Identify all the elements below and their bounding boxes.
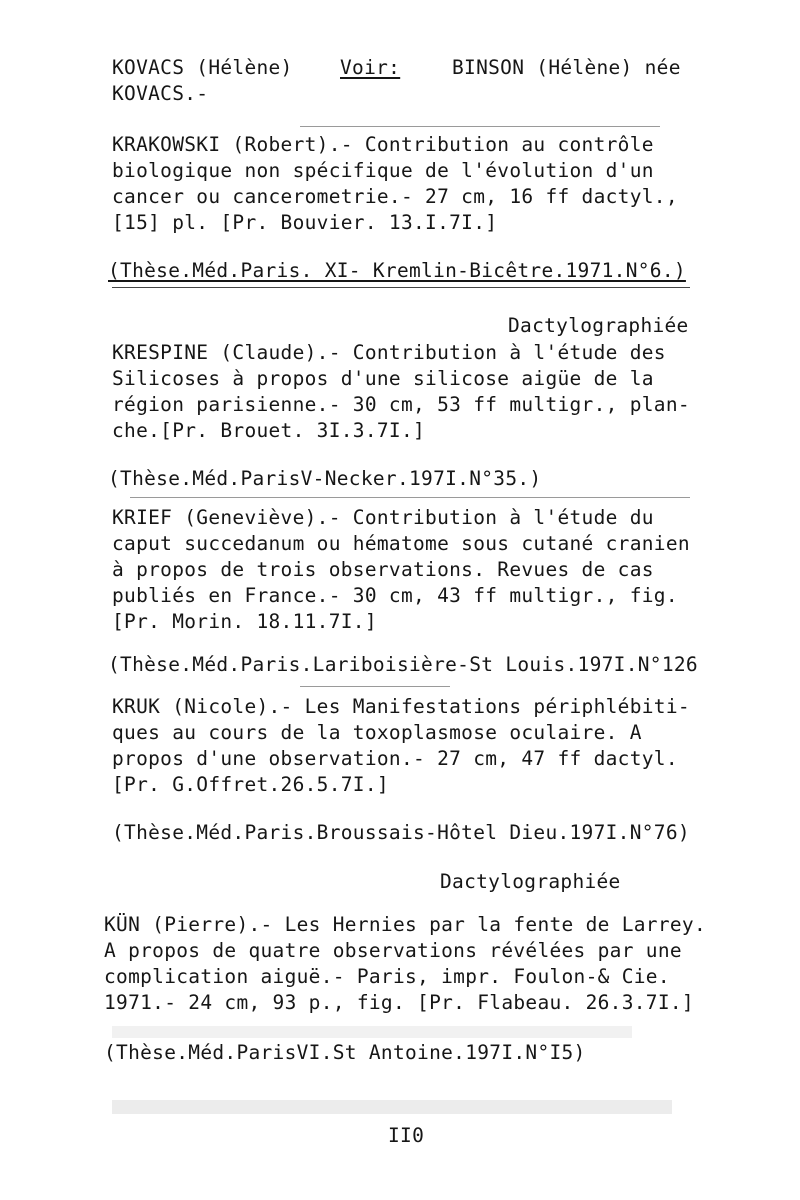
entry-krespine-line: che.[Pr. Brouet. 3I.3.7I.]: [112, 419, 426, 442]
entry-krief-line: KRIEF (Geneviève).- Contribution à l'étude du: [112, 506, 654, 529]
entry-krief-thesis: (Thèse.Méd.Paris.Lariboisière-St Louis.197I.N°126: [108, 653, 698, 676]
entry-kruk-line: ques au cours de la toxoplasmose oculaire. A: [112, 721, 642, 744]
entry-krief-line: [Pr. Morin. 18.11.7I.]: [112, 610, 377, 633]
entry-kun-line: KÜN (Pierre).- Les Hernies par la fente de Larrey.: [104, 913, 706, 936]
entry-krakowski-line: cancer ou cancerometrie.- 27 cm, 16 ff dactyl.,: [112, 185, 678, 208]
cross-ref-continuation: KOVACS.-: [112, 82, 209, 105]
cross-ref-name: KOVACS (Hélène): [112, 56, 293, 79]
entry-kruk-thesis: (Thèse.Méd.Paris.Broussais-Hôtel Dieu.197I.N°76): [112, 821, 690, 844]
thesis-underline-rule: [112, 287, 690, 288]
entry-krespine-line: Silicoses à propos d'une silicose aigüe de la: [112, 367, 654, 390]
cross-ref-target: BINSON (Hélène) née: [452, 56, 681, 79]
entry-krief-line: à propos de trois observations. Revues de cas: [112, 558, 654, 581]
entry-kun-line: 1971.- 24 cm, 93 p., fig. [Pr. Flabeau. 26.3.7I.]: [104, 991, 694, 1014]
bleed-through-mark: [112, 1100, 672, 1114]
entry-krakowski-note: Dactylographiée: [508, 314, 689, 337]
bleed-through-mark: [112, 1026, 632, 1038]
entry-krief-line: caput succedanum ou hématome sous cutané cranien: [112, 532, 690, 555]
entry-kruk-line: KRUK (Nicole).- Les Manifestations périphlébiti-: [112, 695, 690, 718]
entry-krakowski-thesis: (Thèse.Méd.Paris. XI- Kremlin-Bicêtre.1971.N°6.): [108, 259, 686, 282]
page-number: II0: [388, 1124, 425, 1147]
separator-rule: [300, 686, 450, 687]
entry-kun-thesis: (Thèse.Méd.ParisVI.St Antoine.197I.N°I5): [104, 1041, 586, 1064]
entry-krakowski-line: [15] pl. [Pr. Bouvier. 13.I.7I.]: [112, 211, 498, 234]
entry-krespine-line: KRESPINE (Claude).- Contribution à l'étude des: [112, 341, 666, 364]
entry-krief-line: publiés en France.- 30 cm, 43 ff multigr., fig.: [112, 584, 678, 607]
entry-kruk-line: [Pr. G.Offret.26.5.7I.]: [112, 773, 389, 796]
entry-krespine-line: région parisienne.- 30 cm, 53 ff multigr., plan-: [112, 393, 690, 416]
entry-kun-line: A propos de quatre observations révélées par une: [104, 939, 682, 962]
entry-krakowski-line: KRAKOWSKI (Robert).- Contribution au contrôle: [112, 133, 654, 156]
separator-rule: [130, 497, 690, 498]
separator-rule: [300, 126, 660, 127]
entry-krespine-thesis: (Thèse.Méd.ParisV-Necker.197I.N°35.): [108, 467, 542, 490]
cross-ref-voir: Voir:: [340, 56, 401, 79]
entry-kruk-line: propos d'une observation.- 27 cm, 47 ff dactyl.: [112, 747, 678, 770]
entry-krakowski-line: biologique non spécifique de l'évolution d'un: [112, 159, 654, 182]
entry-kruk-note: Dactylographiée: [440, 870, 621, 893]
entry-kun-line: complication aiguë.- Paris, impr. Foulon-& Cie.: [104, 965, 670, 988]
